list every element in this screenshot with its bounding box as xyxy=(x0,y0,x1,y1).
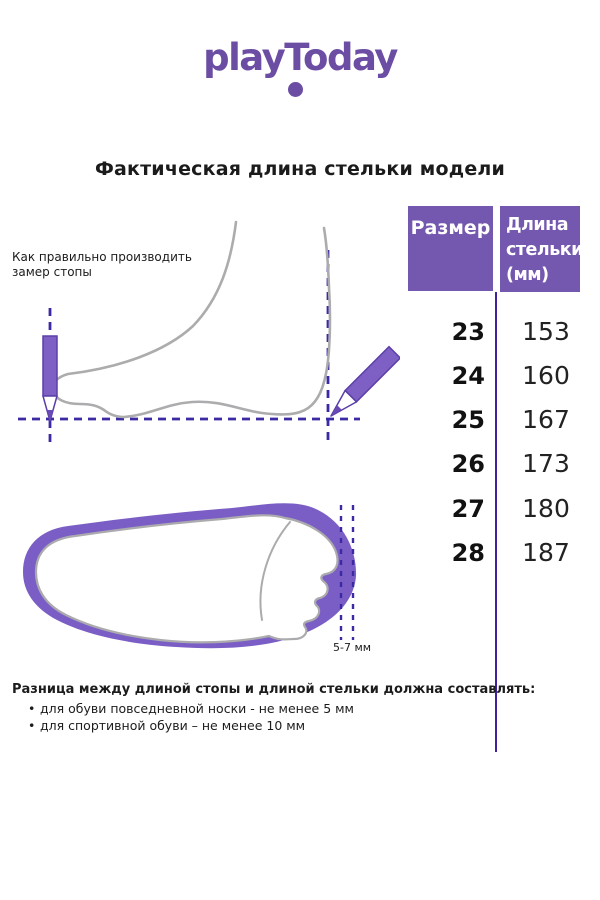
header-length-line3: (мм) xyxy=(506,265,549,285)
footer-bullet-everyday xyxy=(12,701,588,716)
table-row xyxy=(0,398,600,442)
footer-bullet-everyday-text: для обуви повседневной носки - не менее 5 мм xyxy=(40,701,354,716)
measure-note-line1: Как правильно производить xyxy=(12,250,192,264)
bullet-dot-icon: • xyxy=(28,718,36,733)
brand-logo-text: playToday xyxy=(203,36,397,79)
measure-note-line2: замер стопы xyxy=(12,265,92,279)
logo-dot xyxy=(288,82,303,97)
footer-heading: Разница между длиной стопы и длиной стельки должна составлять: xyxy=(12,682,536,697)
table-header-insole-length xyxy=(500,206,583,292)
footer-bullet-sport-text: для спортивной обуви – не менее 10 мм xyxy=(40,718,306,733)
footer-bullet-sport xyxy=(12,718,588,733)
size-value: 28 xyxy=(451,539,485,567)
bullet-dot-icon: • xyxy=(28,701,36,716)
insole-length-value: 187 xyxy=(522,538,570,567)
size-value: 23 xyxy=(451,318,485,346)
footer-notes xyxy=(12,682,588,733)
insole-length-value: 180 xyxy=(522,494,570,523)
insole-length-value: 153 xyxy=(522,317,570,346)
size-value: 27 xyxy=(451,495,485,523)
header-length-line1: Длина xyxy=(506,215,569,235)
insole-length-value: 167 xyxy=(522,405,570,434)
table-row xyxy=(0,354,600,398)
gap-size-label: 5-7 мм xyxy=(333,641,372,654)
size-value: 25 xyxy=(451,406,485,434)
brand-logo xyxy=(0,36,600,79)
header-length-line2: стельки xyxy=(506,240,583,260)
footprint-diagram xyxy=(0,480,400,665)
page-title: Фактическая длина стельки модели xyxy=(94,158,506,180)
insole-length-value: 160 xyxy=(522,361,570,390)
size-value: 24 xyxy=(451,362,485,390)
table-row xyxy=(0,310,600,354)
insole-length-value: 173 xyxy=(522,449,570,478)
size-value: 26 xyxy=(451,450,485,478)
table-header-size: Размер xyxy=(408,206,493,291)
